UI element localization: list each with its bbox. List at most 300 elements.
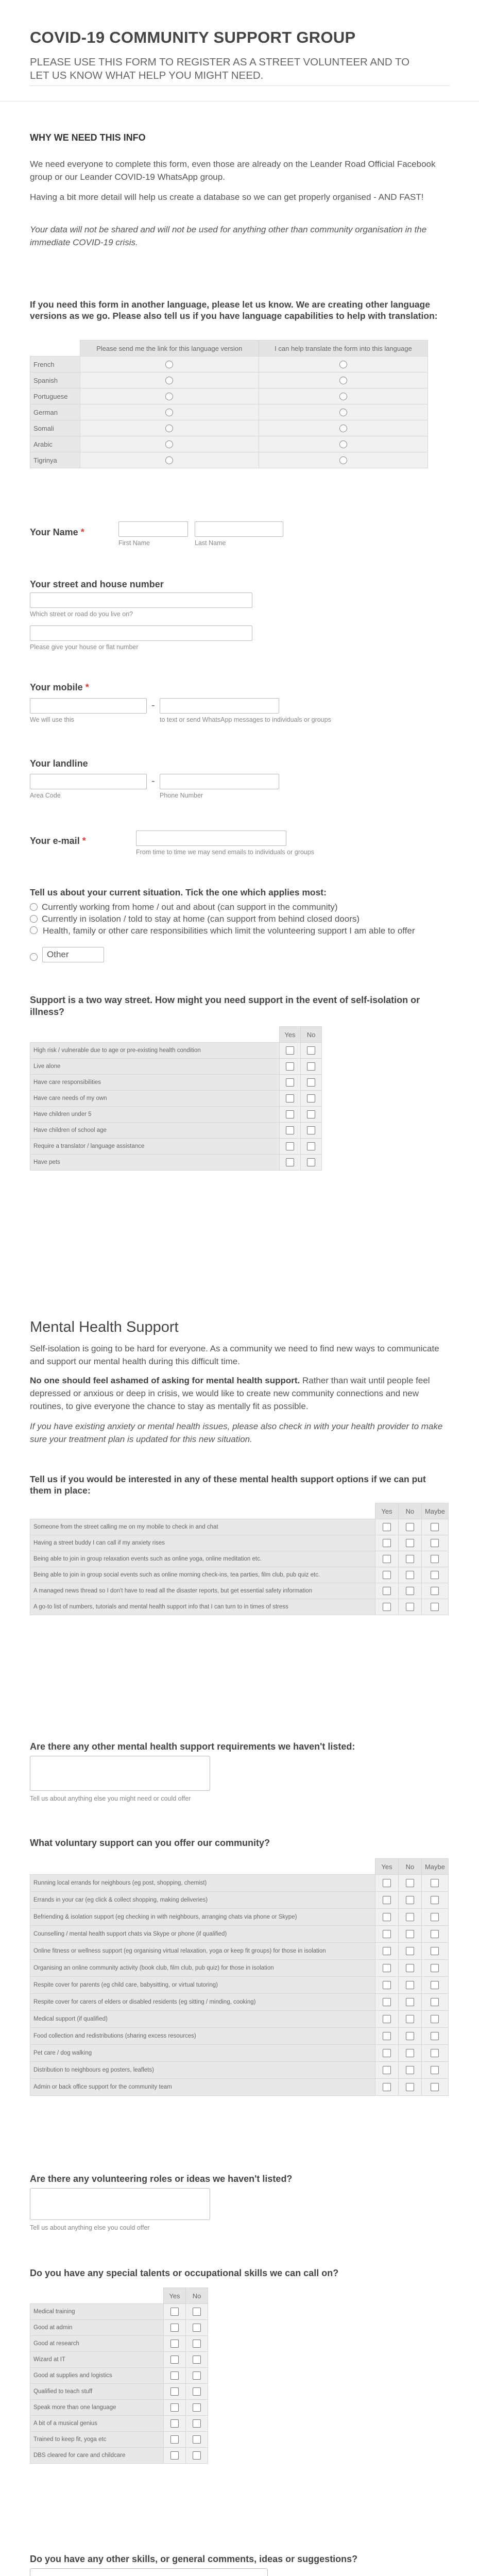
checkbox[interactable]	[383, 2083, 391, 2091]
checkbox[interactable]	[406, 1981, 414, 1989]
checkbox[interactable]	[406, 1571, 414, 1579]
matrix-checkbox-cell[interactable]	[186, 2416, 208, 2432]
matrix-row	[30, 2368, 208, 2384]
matrix-checkbox-cell[interactable]	[301, 1043, 322, 1059]
checkbox[interactable]	[383, 1930, 391, 1938]
matrix-checkbox-cell[interactable]	[421, 2062, 448, 2079]
email-input[interactable]	[136, 831, 286, 846]
checkbox[interactable]	[431, 1896, 439, 1904]
checkbox[interactable]	[383, 1571, 391, 1579]
situation-option-2[interactable]: Currently in isolation / told to stay at home (can support from behind closed doors)	[30, 913, 360, 925]
matrix-checkbox-cell[interactable]	[421, 1535, 448, 1551]
mh-options-question: Tell us if you would be interested in any of these mental health support options if we can put them in place:	[30, 1474, 426, 1496]
address-label: Your street and house number	[30, 579, 164, 589]
house-number-input[interactable]	[30, 625, 252, 641]
checkbox[interactable]	[170, 2355, 179, 2364]
matrix-checkbox-cell[interactable]	[421, 1567, 448, 1583]
checkbox[interactable]	[406, 2083, 414, 2091]
language-name: Spanish	[30, 372, 80, 388]
radio-button[interactable]	[30, 926, 38, 934]
matrix-checkbox-cell[interactable]	[301, 1091, 322, 1107]
matrix-row	[30, 1155, 322, 1171]
checkbox[interactable]	[286, 1142, 294, 1150]
checkbox[interactable]	[193, 2355, 201, 2364]
matrix-checkbox-cell[interactable]	[375, 1535, 398, 1551]
matrix-checkbox-cell[interactable]	[375, 1599, 398, 1615]
matrix-checkbox-cell[interactable]	[280, 1107, 301, 1123]
matrix-checkbox-cell[interactable]	[398, 1960, 421, 1977]
matrix-checkbox-cell[interactable]	[375, 2079, 398, 2096]
matrix-row-label: Good at research	[30, 2336, 164, 2352]
checkbox[interactable]	[170, 2340, 179, 2348]
checkbox[interactable]	[406, 2066, 414, 2074]
matrix-col-header: Maybe	[421, 1503, 448, 1519]
why-heading: WHY WE NEED THIS INFO	[30, 132, 146, 143]
radio-button[interactable]	[165, 456, 173, 464]
matrix-checkbox-cell[interactable]	[375, 1943, 398, 1960]
matrix-checkbox-cell[interactable]	[164, 2416, 186, 2432]
matrix-checkbox-cell[interactable]	[280, 1091, 301, 1107]
checkbox[interactable]	[383, 2032, 391, 2040]
matrix-checkbox-cell[interactable]	[280, 1043, 301, 1059]
email-sublabel: From time to time we may send emails to individuals or groups	[136, 849, 314, 856]
checkbox[interactable]	[193, 2340, 201, 2348]
matrix-checkbox-cell[interactable]	[280, 1123, 301, 1139]
situation-option-other[interactable]	[30, 952, 42, 963]
matrix-checkbox-cell[interactable]	[375, 1875, 398, 1892]
language-question: If you need this form in another language, please let us know. We are creating other language versions as we go. Please also tell us if you have language capabilities to help with translation:	[30, 299, 438, 321]
radio-button[interactable]	[339, 409, 347, 416]
language-option-cell[interactable]	[80, 372, 259, 388]
checkbox[interactable]	[383, 2049, 391, 2057]
matrix-row	[30, 1583, 449, 1599]
checkbox[interactable]	[431, 1964, 439, 1972]
matrix-row	[30, 2416, 208, 2432]
talents-table	[30, 2287, 208, 2464]
checkbox[interactable]	[431, 1587, 439, 1595]
matrix-checkbox-cell[interactable]	[398, 1926, 421, 1943]
language-option-cell[interactable]	[259, 452, 427, 468]
checkbox[interactable]	[406, 1913, 414, 1921]
language-row	[30, 357, 428, 372]
language-option-cell[interactable]	[80, 452, 259, 468]
other-textarea[interactable]	[30, 2568, 268, 2576]
matrix-checkbox-cell[interactable]	[375, 2062, 398, 2079]
checkbox[interactable]	[383, 2066, 391, 2074]
matrix-checkbox-cell[interactable]	[164, 2368, 186, 2384]
checkbox[interactable]	[286, 1158, 294, 1166]
radio-button[interactable]	[165, 377, 173, 384]
checkbox[interactable]	[406, 1603, 414, 1611]
matrix-col-header: Yes	[375, 1859, 398, 1875]
checkbox[interactable]	[286, 1062, 294, 1071]
matrix-row-label: Medical training	[30, 2304, 164, 2320]
matrix-checkbox-cell[interactable]	[375, 1583, 398, 1599]
language-row	[30, 404, 428, 420]
checkbox[interactable]	[193, 2419, 201, 2428]
matrix-row-label: Have pets	[30, 1155, 280, 1171]
mental-health-paragraph-1: Self-isolation is going to be hard for everyone. As a community we need to find new ways to communicate and support our mental health during this difficult time.	[30, 1344, 439, 1366]
radio-button[interactable]	[165, 425, 173, 432]
radio-button[interactable]	[339, 393, 347, 400]
checkbox[interactable]	[286, 1094, 294, 1103]
matrix-checkbox-cell[interactable]	[301, 1059, 322, 1075]
checkbox[interactable]	[406, 1947, 414, 1955]
checkbox[interactable]	[383, 1964, 391, 1972]
language-option-cell[interactable]	[259, 372, 427, 388]
language-option-cell[interactable]	[80, 420, 259, 436]
matrix-row-label: Require a translator / language assistance	[30, 1139, 280, 1155]
checkbox[interactable]	[431, 2015, 439, 2023]
checkbox[interactable]	[406, 1998, 414, 2006]
street-input[interactable]	[30, 592, 252, 608]
matrix-checkbox-cell[interactable]	[301, 1075, 322, 1091]
matrix-checkbox-cell[interactable]	[421, 1909, 448, 1926]
matrix-checkbox-cell[interactable]	[301, 1155, 322, 1171]
checkbox[interactable]	[406, 1930, 414, 1938]
radio-button[interactable]	[165, 361, 173, 368]
matrix-row	[30, 1599, 449, 1615]
language-option-cell[interactable]	[259, 420, 427, 436]
matrix-checkbox-cell[interactable]	[186, 2384, 208, 2400]
matrix-header-row	[30, 1503, 449, 1519]
checkbox[interactable]	[431, 1947, 439, 1955]
checkbox[interactable]	[170, 2403, 179, 2412]
language-option-cell[interactable]	[80, 404, 259, 420]
matrix-checkbox-cell[interactable]	[375, 1977, 398, 1994]
landline-area-sublabel: Area Code	[30, 792, 61, 799]
checkbox[interactable]	[383, 1998, 391, 2006]
matrix-row	[30, 1075, 322, 1091]
matrix-checkbox-cell[interactable]	[164, 2320, 186, 2336]
matrix-row-label: Have care needs of my own	[30, 1091, 280, 1107]
matrix-checkbox-cell[interactable]	[186, 2400, 208, 2416]
checkbox[interactable]	[431, 1539, 439, 1547]
matrix-row-label: Having a street buddy I can call if my anxiety rises	[30, 1535, 375, 1551]
radio-button[interactable]	[165, 393, 173, 400]
matrix-col-header: Yes	[375, 1503, 398, 1519]
matrix-corner	[30, 1027, 280, 1043]
radio-button[interactable]	[165, 440, 173, 448]
matrix-row-label: Have care responsibilities	[30, 1075, 280, 1091]
matrix-row	[30, 2352, 208, 2368]
matrix-checkbox-cell[interactable]	[186, 2304, 208, 2320]
matrix-checkbox-cell[interactable]	[375, 2028, 398, 2045]
checkbox[interactable]	[406, 2032, 414, 2040]
checkbox[interactable]	[307, 1158, 315, 1166]
checkbox[interactable]	[431, 1555, 439, 1563]
checkbox[interactable]	[406, 1896, 414, 1904]
checkbox[interactable]	[193, 2435, 201, 2444]
checkbox[interactable]	[406, 1555, 414, 1563]
matrix-checkbox-cell[interactable]	[280, 1139, 301, 1155]
matrix-checkbox-cell[interactable]	[186, 2368, 208, 2384]
matrix-checkbox-cell[interactable]	[421, 1994, 448, 2011]
matrix-row	[30, 2079, 449, 2096]
checkbox[interactable]	[431, 2049, 439, 2057]
radio-button[interactable]	[339, 377, 347, 384]
language-row	[30, 452, 428, 468]
radio-button[interactable]	[339, 361, 347, 368]
radio-button[interactable]	[339, 440, 347, 448]
language-col-send: Please send me the link for this language version	[80, 341, 259, 357]
matrix-checkbox-cell[interactable]	[186, 2352, 208, 2368]
matrix-checkbox-cell[interactable]	[398, 1994, 421, 2011]
language-row	[30, 372, 428, 388]
matrix-checkbox-cell[interactable]	[164, 2448, 186, 2464]
matrix-checkbox-cell[interactable]	[398, 1875, 421, 1892]
radio-button[interactable]	[30, 915, 38, 923]
checkbox[interactable]	[383, 1947, 391, 1955]
matrix-checkbox-cell[interactable]	[421, 2079, 448, 2096]
checkbox[interactable]	[170, 2308, 179, 2316]
checkbox[interactable]	[431, 1981, 439, 1989]
matrix-checkbox-cell[interactable]	[301, 1123, 322, 1139]
checkbox[interactable]	[383, 1981, 391, 1989]
checkbox[interactable]	[170, 2387, 179, 2396]
matrix-checkbox-cell[interactable]	[398, 1519, 421, 1535]
checkbox[interactable]	[431, 2066, 439, 2074]
language-option-cell[interactable]	[80, 357, 259, 372]
checkbox[interactable]	[307, 1126, 315, 1134]
checkbox[interactable]	[431, 2083, 439, 2091]
matrix-checkbox-cell[interactable]	[398, 1892, 421, 1909]
matrix-checkbox-cell[interactable]	[398, 1909, 421, 1926]
checkbox[interactable]	[170, 2324, 179, 2332]
matrix-checkbox-cell[interactable]	[398, 1551, 421, 1567]
situation-other-input[interactable]: Other	[42, 947, 104, 962]
support-question: Support is a two way street. How might you need support in the event of self-isolation or illness?	[30, 995, 420, 1017]
checkbox[interactable]	[383, 1603, 391, 1611]
matrix-checkbox-cell[interactable]	[421, 1875, 448, 1892]
matrix-col-header: No	[301, 1027, 322, 1043]
checkbox[interactable]	[307, 1094, 315, 1103]
checkbox[interactable]	[406, 1539, 414, 1547]
matrix-checkbox-cell[interactable]	[398, 1567, 421, 1583]
checkbox[interactable]	[406, 1523, 414, 1531]
matrix-row	[30, 1567, 449, 1583]
matrix-row-label: Good at admin	[30, 2320, 164, 2336]
landline-number-input[interactable]	[160, 774, 279, 789]
checkbox[interactable]	[286, 1110, 294, 1118]
matrix-checkbox-cell[interactable]	[398, 2011, 421, 2028]
matrix-row	[30, 2011, 449, 2028]
matrix-row-label: A go-to list of numbers, tutorials and mental health support info that I can turn to in times of stress	[30, 1599, 375, 1615]
checkbox[interactable]	[406, 1879, 414, 1887]
matrix-checkbox-cell[interactable]	[398, 1943, 421, 1960]
checkbox[interactable]	[383, 1523, 391, 1531]
mental-health-paragraph-3: If you have existing anxiety or mental health issues, please also check in with your health provider to make sure your treatment plan is updated for this new situation.	[30, 1421, 443, 1444]
radio-button[interactable]	[339, 425, 347, 432]
matrix-checkbox-cell[interactable]	[421, 1892, 448, 1909]
matrix-checkbox-cell[interactable]	[164, 2400, 186, 2416]
checkbox[interactable]	[431, 1879, 439, 1887]
vol-more-textarea[interactable]	[30, 2188, 210, 2220]
matrix-checkbox-cell[interactable]	[375, 2045, 398, 2062]
checkbox[interactable]	[383, 1555, 391, 1563]
mh-more-sublabel: Tell us about anything else you might need or could offer	[30, 1795, 191, 1802]
matrix-row-label: Organising an online community activity (book club, film club, pub quiz) for those in isolation	[30, 1960, 375, 1977]
matrix-checkbox-cell[interactable]	[375, 1519, 398, 1535]
checkbox[interactable]	[383, 1879, 391, 1887]
checkbox[interactable]	[170, 2435, 179, 2444]
matrix-checkbox-cell[interactable]	[375, 1567, 398, 1583]
checkbox[interactable]	[170, 2371, 179, 2380]
talents-question: Do you have any special talents or occupational skills we can call on?	[30, 2268, 339, 2278]
matrix-checkbox-cell[interactable]	[421, 2011, 448, 2028]
checkbox[interactable]	[431, 1603, 439, 1611]
matrix-row	[30, 1059, 322, 1075]
matrix-row-label: DBS cleared for care and childcare	[30, 2448, 164, 2464]
checkbox[interactable]	[193, 2324, 201, 2332]
checkbox[interactable]	[406, 2049, 414, 2057]
matrix-checkbox-cell[interactable]	[186, 2320, 208, 2336]
matrix-checkbox-cell[interactable]	[375, 2011, 398, 2028]
language-option-cell[interactable]	[259, 436, 427, 452]
mobile-number-input[interactable]	[160, 698, 279, 714]
checkbox[interactable]	[193, 2387, 201, 2396]
mobile-area-input[interactable]	[30, 698, 147, 714]
matrix-checkbox-cell[interactable]	[164, 2384, 186, 2400]
checkbox[interactable]	[406, 2015, 414, 2023]
checkbox[interactable]	[383, 2015, 391, 2023]
matrix-checkbox-cell[interactable]	[375, 1926, 398, 1943]
matrix-row	[30, 2320, 208, 2336]
landline-area-input[interactable]	[30, 774, 147, 789]
matrix-checkbox-cell[interactable]	[421, 1977, 448, 1994]
checkbox[interactable]	[431, 1571, 439, 1579]
checkbox[interactable]	[383, 1896, 391, 1904]
why-paragraph-2: Having a bit more detail will help us create a database so we can get properly organised - AND FAST!	[30, 192, 424, 202]
matrix-checkbox-cell[interactable]	[421, 1926, 448, 1943]
situation-option-3[interactable]: Health, family or other care responsibilities which limit the volunteering support I am able to offer	[30, 925, 457, 937]
matrix-row-label: Medical support (if qualified)	[30, 2011, 375, 2028]
matrix-checkbox-cell[interactable]	[164, 2304, 186, 2320]
matrix-checkbox-cell[interactable]	[421, 1551, 448, 1567]
last-name-sublabel: Last Name	[195, 539, 226, 547]
matrix-row-label: Good at supplies and logistics	[30, 2368, 164, 2384]
checkbox[interactable]	[307, 1110, 315, 1118]
matrix-checkbox-cell[interactable]	[398, 2079, 421, 2096]
language-option-cell[interactable]	[259, 404, 427, 420]
matrix-checkbox-cell[interactable]	[398, 1977, 421, 1994]
matrix-checkbox-cell[interactable]	[421, 1583, 448, 1599]
checkbox[interactable]	[383, 1913, 391, 1921]
matrix-row	[30, 2384, 208, 2400]
checkbox[interactable]	[286, 1046, 294, 1055]
checkbox[interactable]	[286, 1078, 294, 1087]
matrix-checkbox-cell[interactable]	[421, 1599, 448, 1615]
situation-option-1[interactable]: Currently working from home / out and about (can support in the community)	[30, 902, 338, 913]
matrix-row	[30, 2336, 208, 2352]
matrix-checkbox-cell[interactable]	[186, 2432, 208, 2448]
mh-more-textarea[interactable]	[30, 1756, 210, 1791]
matrix-checkbox-cell[interactable]	[398, 2028, 421, 2045]
matrix-checkbox-cell[interactable]	[398, 2045, 421, 2062]
checkbox[interactable]	[307, 1046, 315, 1055]
checkbox[interactable]	[406, 1964, 414, 1972]
matrix-row-label: A managed news thread so I don't have to read all the disaster reports, but get essential safety information	[30, 1583, 375, 1599]
language-option-cell[interactable]	[80, 388, 259, 404]
mh-more-question: Are there any other mental health support requirements we haven't listed:	[30, 1741, 355, 1752]
checkbox[interactable]	[383, 1539, 391, 1547]
checkbox[interactable]	[431, 1998, 439, 2006]
checkbox[interactable]	[170, 2419, 179, 2428]
matrix-checkbox-cell[interactable]	[375, 1909, 398, 1926]
matrix-checkbox-cell[interactable]	[421, 1519, 448, 1535]
checkbox[interactable]	[193, 2371, 201, 2380]
matrix-checkbox-cell[interactable]	[398, 2062, 421, 2079]
last-name-input[interactable]	[195, 521, 283, 537]
checkbox[interactable]	[286, 1126, 294, 1134]
matrix-checkbox-cell[interactable]	[301, 1139, 322, 1155]
matrix-checkbox-cell[interactable]	[164, 2352, 186, 2368]
radio-button[interactable]	[339, 456, 347, 464]
checkbox[interactable]	[431, 1523, 439, 1531]
matrix-col-header: No	[398, 1859, 421, 1875]
checkbox[interactable]	[193, 2451, 201, 2460]
checkbox[interactable]	[431, 2032, 439, 2040]
radio-button[interactable]	[30, 953, 38, 961]
why-paragraph-1: We need everyone to complete this form, even those are already on the Leander Road Official Facebook group or our Leander COVID-19 WhatsApp group.	[30, 159, 436, 182]
language-option-cell[interactable]	[259, 388, 427, 404]
matrix-row	[30, 1043, 322, 1059]
checkbox[interactable]	[431, 1930, 439, 1938]
checkbox[interactable]	[307, 1078, 315, 1087]
matrix-checkbox-cell[interactable]	[164, 2432, 186, 2448]
matrix-checkbox-cell[interactable]	[398, 1599, 421, 1615]
language-option-cell[interactable]	[80, 436, 259, 452]
matrix-row-label: Speak more than one language	[30, 2400, 164, 2416]
checkbox[interactable]	[431, 1913, 439, 1921]
matrix-checkbox-cell[interactable]	[375, 1892, 398, 1909]
matrix-row-label: Live alone	[30, 1059, 280, 1075]
language-option-cell[interactable]	[259, 357, 427, 372]
mobile-label: Your mobile *	[30, 682, 89, 692]
matrix-checkbox-cell[interactable]	[375, 1960, 398, 1977]
matrix-checkbox-cell[interactable]	[186, 2448, 208, 2464]
matrix-checkbox-cell[interactable]	[421, 2028, 448, 2045]
name-label: Your Name *	[30, 527, 84, 537]
checkbox[interactable]	[193, 2308, 201, 2316]
matrix-checkbox-cell[interactable]	[398, 1535, 421, 1551]
matrix-checkbox-cell[interactable]	[375, 1994, 398, 2011]
matrix-checkbox-cell[interactable]	[280, 1075, 301, 1091]
matrix-checkbox-cell[interactable]	[186, 2336, 208, 2352]
matrix-row-label: Food collection and redistributions (sharing excess resources)	[30, 2028, 375, 2045]
matrix-checkbox-cell[interactable]	[280, 1155, 301, 1171]
matrix-checkbox-cell[interactable]	[164, 2336, 186, 2352]
landline-dash: -	[151, 775, 155, 787]
matrix-checkbox-cell[interactable]	[398, 1583, 421, 1599]
matrix-checkbox-cell[interactable]	[280, 1059, 301, 1075]
matrix-checkbox-cell[interactable]	[375, 1551, 398, 1567]
matrix-checkbox-cell[interactable]	[301, 1107, 322, 1123]
first-name-input[interactable]	[118, 521, 188, 537]
checkbox[interactable]	[193, 2403, 201, 2412]
matrix-checkbox-cell[interactable]	[421, 1960, 448, 1977]
checkbox[interactable]	[307, 1062, 315, 1071]
checkbox[interactable]	[406, 1587, 414, 1595]
checkbox[interactable]	[170, 2451, 179, 2460]
checkbox[interactable]	[383, 1587, 391, 1595]
radio-button[interactable]	[165, 409, 173, 416]
matrix-checkbox-cell[interactable]	[421, 2045, 448, 2062]
checkbox[interactable]	[307, 1142, 315, 1150]
mh-options-table	[30, 1503, 449, 1615]
matrix-checkbox-cell[interactable]	[421, 1943, 448, 1960]
radio-button[interactable]	[30, 903, 38, 911]
